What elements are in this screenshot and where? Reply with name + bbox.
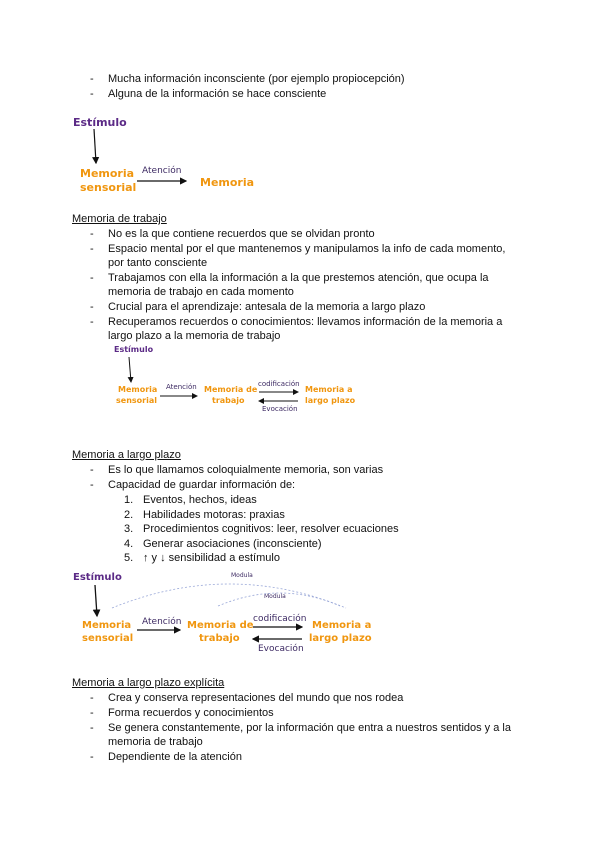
bullet-dash: - <box>90 479 94 491</box>
list-item: Es lo que llamamos coloquialmente memoria, son varias <box>108 464 384 476</box>
list-item: Capacidad de guardar información de: <box>108 479 296 491</box>
list-item-continuation: por tanto consciente <box>108 257 208 269</box>
stimulus-arrow <box>94 129 96 163</box>
list-number: 1. <box>124 494 134 506</box>
list-item: Crea y conserva representaciones del mundo que nos rodea <box>108 692 404 704</box>
attention-label: Atención <box>166 383 197 391</box>
section-title: Memoria a largo plazo explícita <box>72 677 225 689</box>
section-title: Memoria a largo plazo <box>72 449 181 461</box>
list-item-continuation: largo plazo a la memoria de trabajo <box>108 330 281 342</box>
encoding-label: codificación <box>253 614 307 624</box>
long-term-memory-line1: Memoria a <box>312 620 372 631</box>
evocation-label: Evocación <box>258 644 304 654</box>
modulates-arc-inner <box>218 593 340 606</box>
bullet-dash: - <box>90 73 94 85</box>
modulates-label-mid: Modula <box>264 593 286 600</box>
sensory-memory-line2: sensorial <box>116 396 157 405</box>
long-term-memory-line2: largo plazo <box>309 633 372 644</box>
bullet-dash: - <box>90 464 94 476</box>
numbered-item: Procedimientos cognitivos: leer, resolver ecuaciones <box>143 523 399 535</box>
list-number: 3. <box>124 523 134 535</box>
sensory-memory-line1: Memoria <box>80 167 135 180</box>
list-item: Espacio mental por el que mantenemos y manipulamos la info de cada momento, <box>108 243 506 255</box>
list-number: 4. <box>124 538 134 550</box>
list-item: Recuperamos recuerdos o conocimientos: llevamos información de la memoria a <box>108 316 503 328</box>
list-item-continuation: memoria de trabajo <box>108 736 203 748</box>
bullet-dash: - <box>90 751 94 763</box>
list-item: Crucial para el aprendizaje: antesala de la memoria a largo plazo <box>108 301 426 313</box>
stimulus-label: Estímulo <box>73 116 127 129</box>
list-item: Alguna de la información se hace consciente <box>108 88 327 100</box>
list-item: Trabajamos con ella la información a la que prestemos atención, que ocupa la <box>108 272 489 284</box>
list-item: Dependiente de la atención <box>108 751 242 763</box>
sensory-memory-line2: sensorial <box>80 181 137 194</box>
bullet-dash: - <box>90 228 94 240</box>
stimulus-label: Estímulo <box>114 345 154 354</box>
attention-label: Atención <box>142 166 182 176</box>
attention-label: Atención <box>142 617 182 627</box>
list-item: Se genera constantemente, por la información que entra a nuestros sentidos y a la <box>108 722 511 734</box>
list-item-continuation: memoria de trabajo en cada momento <box>108 286 294 298</box>
numbered-item: ↑ y ↓ sensibilidad a estímulo <box>143 552 280 564</box>
modulates-arc-outer <box>112 584 346 608</box>
working-memory-line2: trabajo <box>199 633 240 644</box>
list-number: 2. <box>124 509 134 521</box>
section-title: Memoria de trabajo <box>72 213 167 225</box>
sensory-memory-line2: sensorial <box>82 633 134 644</box>
modulates-label-top: Modula <box>231 572 253 579</box>
list-item: No es la que contiene recuerdos que se olvidan pronto <box>108 228 375 240</box>
stimulus-label: Estímulo <box>73 572 122 583</box>
long-term-memory-line1: Memoria a <box>305 385 353 394</box>
list-number: 5. <box>124 552 134 564</box>
bullet-dash: - <box>90 272 94 284</box>
numbered-item: Generar asociaciones (inconsciente) <box>143 538 322 550</box>
bullet-dash: - <box>90 301 94 313</box>
bullet-dash: - <box>90 722 94 734</box>
stimulus-arrow <box>95 585 97 616</box>
numbered-item: Eventos, hechos, ideas <box>143 494 257 506</box>
sensory-memory-line1: Memoria <box>118 385 158 394</box>
bullet-dash: - <box>90 88 94 100</box>
evocation-label: Evocación <box>262 405 298 413</box>
long-term-memory-line2: largo plazo <box>305 396 356 405</box>
numbered-item: Habilidades motoras: praxias <box>143 509 285 521</box>
encoding-label: codificación <box>258 380 300 388</box>
bullet-dash: - <box>90 707 94 719</box>
bullet-dash: - <box>90 692 94 704</box>
list-item: Mucha información inconsciente (por ejemplo propiocepción) <box>108 73 405 85</box>
working-memory-line1: Memoria de <box>187 620 254 631</box>
working-memory-line2: trabajo <box>212 396 245 405</box>
stimulus-arrow <box>129 357 131 382</box>
bullet-dash: - <box>90 243 94 255</box>
bullet-dash: - <box>90 316 94 328</box>
memory-label: Memoria <box>200 176 255 189</box>
sensory-memory-line1: Memoria <box>82 620 132 631</box>
list-item: Forma recuerdos y conocimientos <box>108 707 274 719</box>
working-memory-line1: Memoria de <box>204 385 258 394</box>
